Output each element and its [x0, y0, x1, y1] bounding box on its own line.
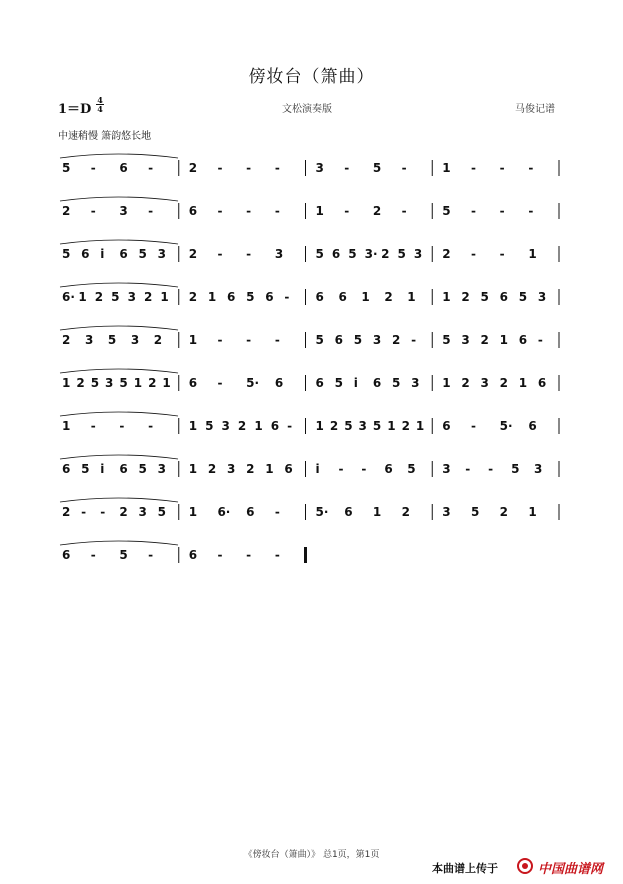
note: 6 — [188, 376, 198, 390]
note: 6 — [315, 290, 324, 304]
note: 5 — [138, 462, 147, 476]
note: - — [470, 204, 476, 218]
note: 3 — [411, 376, 420, 390]
key-signature: 1＝D — [58, 102, 92, 117]
note: 3 — [534, 462, 543, 476]
note: - — [274, 161, 280, 175]
note: 2 — [480, 333, 489, 347]
note: - — [528, 204, 534, 218]
note: 3 — [537, 290, 547, 304]
note: 5· — [246, 376, 260, 390]
note: 2 — [381, 247, 390, 261]
note: 6 — [274, 376, 284, 390]
slur — [60, 455, 178, 459]
note: 1 — [188, 419, 198, 433]
note: 2 — [499, 505, 508, 519]
note: 5 — [90, 376, 100, 390]
note: 3 — [413, 247, 423, 261]
note: 5 — [62, 247, 71, 261]
note: 6 — [246, 505, 255, 519]
note: - — [465, 462, 471, 476]
note: - — [246, 333, 252, 347]
slur — [60, 154, 178, 158]
note: - — [246, 204, 252, 218]
note: 2 — [384, 290, 393, 304]
note: 2 — [442, 247, 451, 261]
note: 2 — [461, 376, 470, 390]
slur — [60, 283, 178, 287]
note: - — [499, 161, 505, 175]
note: 6 — [384, 462, 393, 476]
note: 5· — [499, 419, 513, 433]
note: 5 — [480, 290, 489, 304]
note: 3 — [138, 505, 147, 519]
note: 6 — [284, 462, 293, 476]
note: 5 — [397, 247, 406, 261]
note: - — [100, 505, 106, 519]
tempo-marking: 中速稍慢 箫韵悠长地 — [58, 131, 152, 142]
note: 5· — [315, 505, 329, 519]
note: 6 — [338, 290, 347, 304]
note: 1 — [499, 333, 508, 347]
note: 3 — [119, 204, 128, 218]
note: 2 — [76, 376, 85, 390]
note: 6 — [119, 247, 128, 261]
note: 6 — [331, 247, 341, 261]
note: 2 — [499, 376, 508, 390]
note: 2 — [153, 333, 163, 347]
note: - — [470, 161, 476, 175]
note: - — [217, 548, 223, 562]
note: 5 — [348, 247, 357, 261]
note: 3 — [130, 333, 140, 347]
note: - — [361, 462, 367, 476]
note: 5 — [407, 462, 416, 476]
slur — [60, 197, 178, 201]
version-label: 文松演奏版 — [282, 104, 332, 115]
note: 2 — [372, 204, 382, 218]
note: 1 — [528, 247, 537, 261]
note: 6 — [188, 204, 198, 218]
note: 5 — [511, 462, 520, 476]
note: - — [344, 204, 350, 218]
note: 5 — [157, 505, 166, 519]
note: 1 — [62, 376, 71, 390]
note: 6 — [81, 247, 90, 261]
note: 5 — [81, 462, 90, 476]
note: - — [338, 462, 344, 476]
note: 1 — [265, 462, 274, 476]
note: - — [274, 333, 280, 347]
slur — [60, 498, 178, 502]
note: 1 — [407, 290, 416, 304]
note: 2 — [62, 204, 71, 218]
note: 5 — [442, 204, 451, 218]
note: 1 — [518, 376, 528, 390]
note: 2 — [188, 161, 198, 175]
note: - — [246, 548, 252, 562]
note: 3 — [480, 376, 489, 390]
note: - — [499, 247, 505, 261]
note: - — [90, 419, 96, 433]
note: 6· — [62, 290, 75, 304]
note: i — [353, 376, 358, 390]
page-title: 傍妆台（箫曲） — [248, 67, 375, 87]
note: - — [217, 204, 223, 218]
note: 1 — [315, 419, 324, 433]
note: 2 — [246, 462, 255, 476]
note: 5 — [246, 290, 255, 304]
note: - — [81, 505, 87, 519]
note: 5 — [62, 161, 71, 175]
note: 6 — [372, 376, 382, 390]
note: 5 — [334, 376, 343, 390]
note: - — [287, 419, 293, 433]
arranger-label: 马俊记谱 — [515, 104, 555, 115]
note: 6 — [119, 462, 128, 476]
note: - — [274, 505, 280, 519]
note: 2 — [188, 247, 198, 261]
note: 5 — [353, 333, 363, 347]
note: 6 — [62, 548, 71, 562]
site-logo-icon — [517, 858, 533, 874]
note: 3 — [442, 505, 451, 519]
note: 3 — [157, 462, 166, 476]
note: 5 — [111, 290, 120, 304]
meter-bottom: 4 — [97, 104, 103, 114]
note: 2 — [94, 290, 104, 304]
note: - — [470, 247, 476, 261]
note: 6 — [334, 333, 343, 347]
note: 2 — [62, 333, 71, 347]
slur — [60, 369, 178, 373]
note: - — [90, 204, 96, 218]
note: 1 — [415, 419, 425, 433]
note: 1 — [387, 419, 396, 433]
note: - — [499, 204, 505, 218]
note: 5 — [372, 419, 382, 433]
note: - — [246, 247, 252, 261]
note: 6 — [188, 548, 198, 562]
note: 1 — [442, 161, 451, 175]
note: - — [119, 419, 125, 433]
note: - — [217, 333, 223, 347]
note: 3 — [157, 247, 166, 261]
note: 6· — [217, 505, 231, 519]
note: - — [401, 204, 407, 218]
note: 1 — [315, 204, 324, 218]
note: 1 — [62, 419, 71, 433]
note: - — [90, 548, 96, 562]
note: 3 — [105, 376, 114, 390]
note: 3 — [274, 247, 284, 261]
note: 3· — [364, 247, 378, 261]
note: 2 — [207, 462, 217, 476]
note: 5 — [107, 333, 117, 347]
note: 6 — [315, 376, 324, 390]
note: 2 — [401, 505, 410, 519]
note: 5 — [470, 505, 480, 519]
note: 1 — [528, 505, 537, 519]
note: 6 — [270, 419, 280, 433]
slur — [60, 240, 178, 244]
note: 6 — [518, 333, 528, 347]
note: 6 — [442, 419, 451, 433]
note: 6 — [265, 290, 274, 304]
note: 5 — [344, 419, 353, 433]
note: 2 — [119, 505, 128, 519]
meter-top: 4 — [97, 95, 103, 105]
note: 3 — [372, 333, 382, 347]
note: 1 — [78, 290, 87, 304]
note: 2 — [461, 290, 470, 304]
slur — [60, 412, 178, 416]
note: - — [148, 161, 154, 175]
note: 5 — [138, 247, 147, 261]
note: 1 — [188, 505, 198, 519]
note: i — [100, 462, 105, 476]
note: - — [217, 161, 223, 175]
page-footer: 《傍妆台（箫曲）》 总1页，第1页 — [243, 850, 380, 860]
note: - — [217, 247, 223, 261]
note: 1 — [361, 290, 370, 304]
note: 1 — [254, 419, 263, 433]
note: 2 — [62, 505, 71, 519]
note: - — [284, 290, 290, 304]
note: 3 — [84, 333, 94, 347]
note: - — [344, 161, 350, 175]
note: 1 — [207, 290, 217, 304]
note: 1 — [133, 376, 143, 390]
note: 6 — [62, 462, 71, 476]
note: - — [90, 161, 96, 175]
note: 6 — [537, 376, 547, 390]
note: 6 — [119, 161, 128, 175]
note: - — [488, 462, 494, 476]
note: - — [246, 161, 252, 175]
note: 3 — [127, 290, 136, 304]
note: - — [411, 333, 417, 347]
note: 1 — [160, 290, 169, 304]
note: - — [470, 419, 476, 433]
note: 6 — [227, 290, 236, 304]
note: 2 — [401, 419, 410, 433]
note: 2 — [148, 376, 157, 390]
note: i — [100, 247, 105, 261]
note: 5 — [372, 161, 382, 175]
note: 5 — [119, 376, 128, 390]
note: 3 — [227, 462, 236, 476]
note: i — [315, 462, 320, 476]
note: 1 — [162, 376, 171, 390]
note: 2 — [188, 290, 198, 304]
site-logo-text: 中国曲谱网 — [538, 862, 604, 877]
note: 5 — [119, 548, 128, 562]
note: 5 — [392, 376, 401, 390]
note: 5 — [205, 419, 214, 433]
note: - — [528, 161, 534, 175]
note: 1 — [188, 462, 198, 476]
note: - — [537, 333, 543, 347]
note: 5 — [315, 333, 324, 347]
note: - — [401, 161, 407, 175]
note: 3 — [461, 333, 470, 347]
note: - — [274, 204, 280, 218]
note: 5 — [518, 290, 528, 304]
note: - — [274, 548, 280, 562]
note: 2 — [143, 290, 153, 304]
note: - — [148, 419, 154, 433]
note: 3 — [221, 419, 230, 433]
note: 2 — [329, 419, 339, 433]
note: 6 — [528, 419, 537, 433]
note: - — [148, 204, 154, 218]
note: 5 — [442, 333, 451, 347]
note: 1 — [442, 376, 451, 390]
note: 5 — [315, 247, 324, 261]
note: 3 — [358, 419, 367, 433]
note: 6 — [499, 290, 508, 304]
note: 1 — [188, 333, 198, 347]
slur — [60, 326, 178, 330]
note: 6 — [344, 505, 353, 519]
note: 2 — [237, 419, 247, 433]
note: 1 — [442, 290, 451, 304]
slur — [60, 541, 178, 545]
note: 3 — [315, 161, 324, 175]
note: - — [148, 548, 154, 562]
note: - — [217, 376, 223, 390]
upload-note: 本曲谱上传于 — [432, 862, 498, 875]
note: 2 — [392, 333, 401, 347]
note: 3 — [442, 462, 451, 476]
note: 1 — [372, 505, 382, 519]
